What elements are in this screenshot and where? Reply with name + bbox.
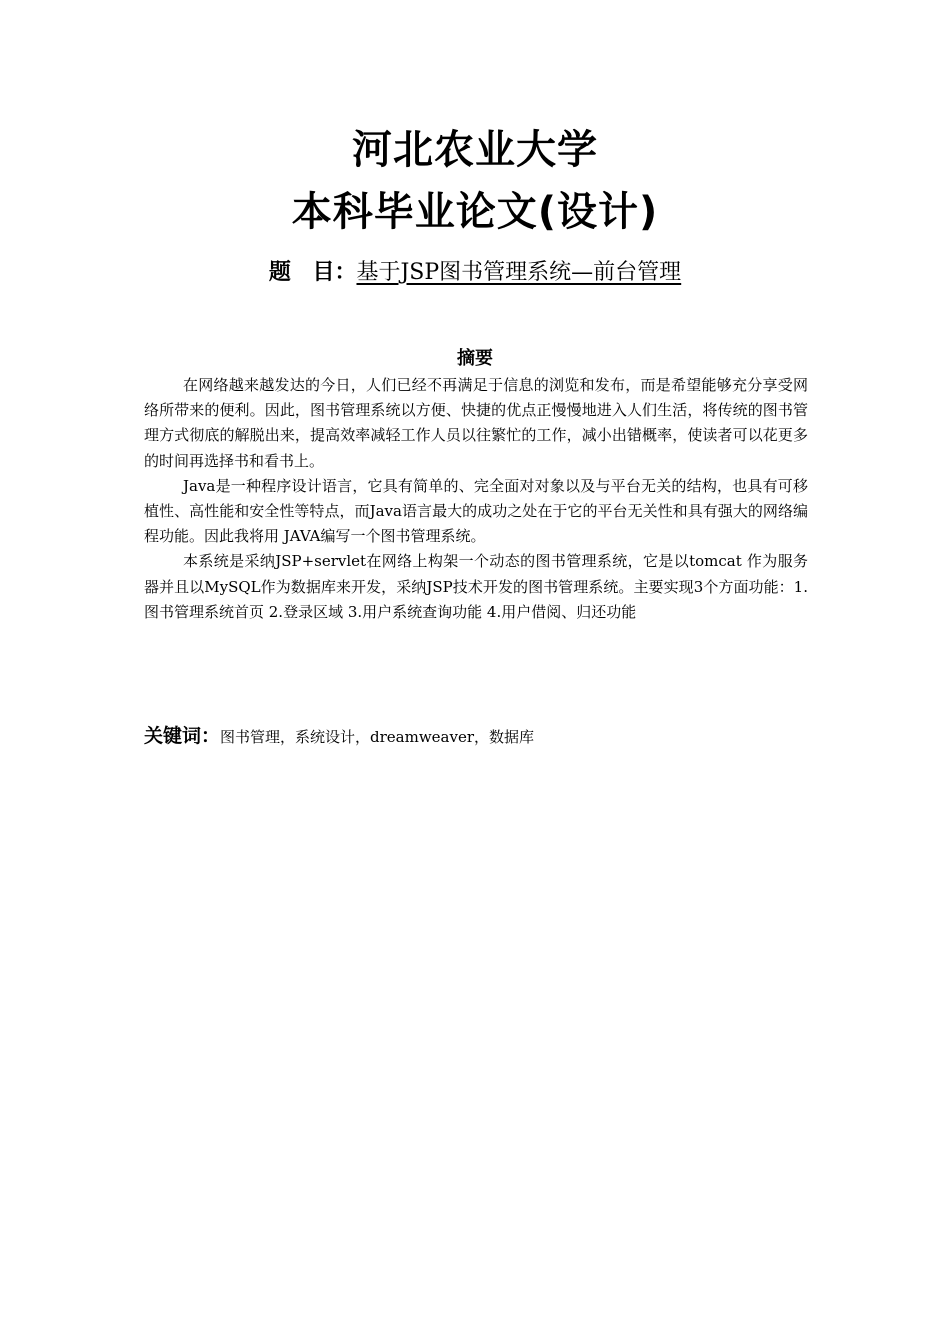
topic-label: 题 目： (268, 260, 357, 285)
abstract-paragraph: 在网络越来越发达的今日，人们已经不再满足于信息的浏览和发布，而是希望能够充分享受网络所带来的便利。因此，图书管理系统以方便、快捷的优点正慢慢地进入人们生活，将传统的图书管理方式彻底的解脱出来，提高效率减轻工作人员以往繁忙的工作，减小出错概率，使读者可以花更多的时间再选择书和看书上。 (144, 376, 808, 470)
topic-value: 基于JSP图书管理系统—前台管理 (356, 260, 682, 285)
keywords-value: 图书管理，系统设计，dreamweaver，数据库 (220, 728, 535, 746)
abstract-paragraph: 本系统是采纳JSP+servlet在网络上构架一个动态的图书管理系统，它是以tomcat 作为服务器并且以MySQL作为数据库来开发，采纳JSP技术开发的图书管理系统。主要实现3个方面功能：1.图书管理系统首页 2.登录区域 3.用户系统查询功能 4.用户借阅、归还功能 (144, 552, 808, 621)
thesis-topic (0, 256, 950, 290)
abstract-heading: 摘要 (457, 348, 493, 369)
university-title: 河北农业大学 (352, 127, 598, 173)
keywords-line (144, 723, 808, 750)
keywords-label: 关键词： (144, 725, 221, 747)
abstract-body (144, 373, 808, 625)
abstract-paragraph: Java是一种程序设计语言，它具有简单的、完全面对对象以及与平台无关的结构，也具有可移植性、高性能和安全性等特点，而Java语言最大的成功之处在于它的平台无关性和具有强大的网络编程功能。因此我将用 JAVA编写一个图书管理系统。 (144, 476, 808, 546)
thesis-type-title: 本科毕业论文(设计) (291, 189, 659, 235)
